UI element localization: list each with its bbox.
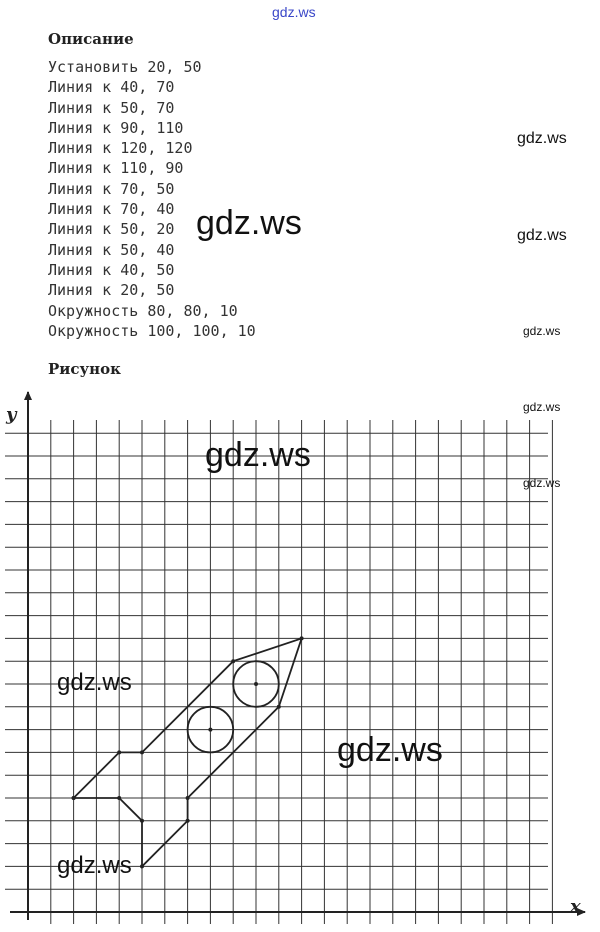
command-line: Установить 20, 50 xyxy=(48,58,202,76)
vertex-point xyxy=(186,819,190,823)
vertex-point xyxy=(186,796,190,800)
vertex-point xyxy=(140,819,144,823)
command-line: Линия к 90, 110 xyxy=(48,118,184,137)
command-line: Линия к 40, 70 xyxy=(48,78,175,97)
vertex-point xyxy=(300,636,304,640)
watermark: gdz.ws xyxy=(523,400,561,414)
y-axis-label: y xyxy=(6,404,17,425)
vertex-point xyxy=(117,750,121,754)
vertex-point xyxy=(140,864,144,868)
watermark: gdz.ws xyxy=(517,227,567,244)
vertex-point xyxy=(117,796,121,800)
x-axis-label: x xyxy=(570,896,581,917)
vertex-point xyxy=(277,705,281,709)
watermark: gdz.ws xyxy=(337,731,443,769)
watermark: gdz.ws xyxy=(196,204,302,242)
top-watermark: gdz.ws xyxy=(272,4,316,20)
figure-title: Рисунок xyxy=(48,360,121,378)
watermark: gdz.ws xyxy=(517,130,567,147)
command-line: Линия к 70, 50 xyxy=(48,179,175,198)
vertex-point xyxy=(231,659,235,663)
description-title: Описание xyxy=(48,30,134,48)
vertex-point xyxy=(140,750,144,754)
command-line: Линия к 50, 40 xyxy=(48,240,175,259)
command-line: Линия к 50, 70 xyxy=(48,98,175,117)
watermark: gdz.ws xyxy=(523,476,561,490)
command-list xyxy=(48,57,256,341)
command-line: Линия к 20, 50 xyxy=(48,281,175,300)
command-line: Окружность 80, 80, 10 xyxy=(48,301,238,320)
watermark: gdz.ws xyxy=(57,852,132,879)
command-line: Линия к 40, 50 xyxy=(48,260,175,279)
circle-center-point xyxy=(208,728,212,732)
command-line: Линия к 70, 40 xyxy=(48,200,175,219)
circle-center-point xyxy=(254,682,258,686)
command-line: Линия к 120, 120 xyxy=(48,139,193,158)
watermark: gdz.ws xyxy=(205,436,311,474)
watermark: gdz.ws xyxy=(57,669,132,696)
command-line: Линия к 50, 20 xyxy=(48,220,175,239)
command-line: Линия к 110, 90 xyxy=(48,159,184,178)
command-line: Окружность 100, 100, 10 xyxy=(48,321,256,340)
vertex-point xyxy=(72,796,76,800)
watermark: gdz.ws xyxy=(523,324,561,338)
